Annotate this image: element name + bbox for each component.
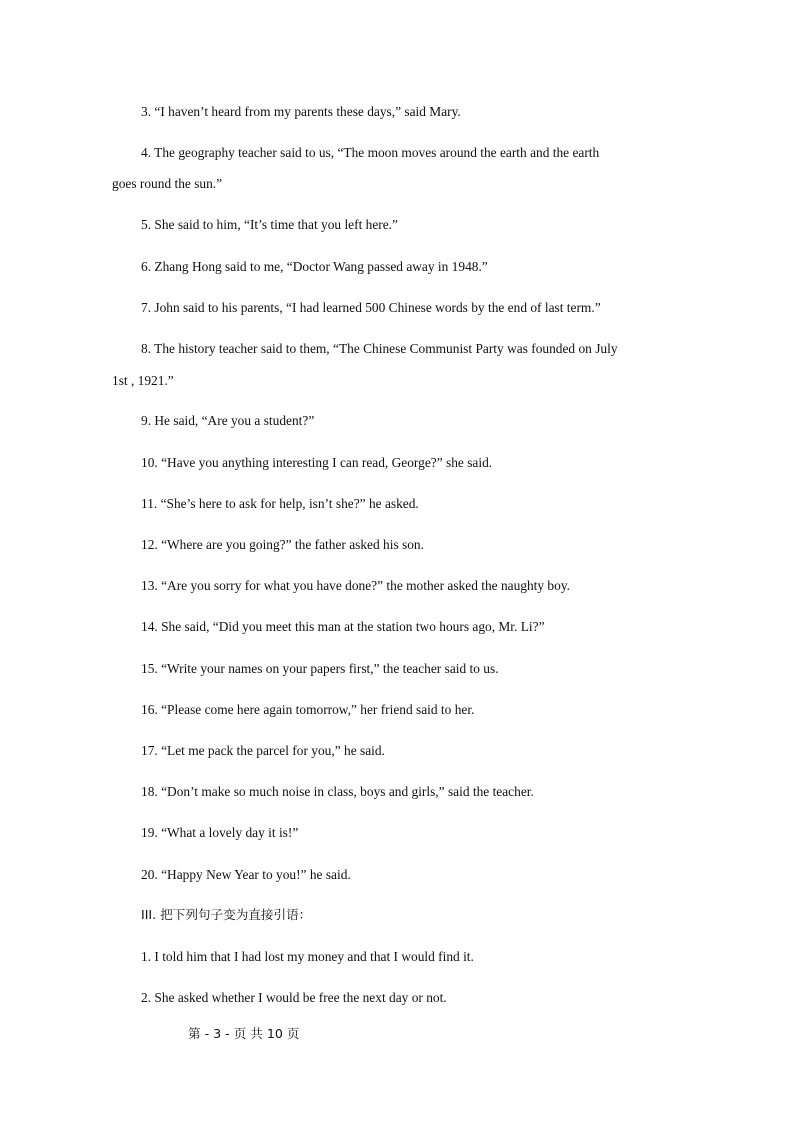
exercise-5: 5. She said to him, “It’s time that you left here.” <box>141 217 398 232</box>
section-3-question-2: 2. She asked whether I would be free the next day or not. <box>141 990 447 1005</box>
section-3-heading: III. 把下列句子变为直接引语： <box>141 907 312 922</box>
exercise-16: 16. “Please come here again tomorrow,” her friend said to her. <box>141 702 475 717</box>
exercise-11: 11. “She’s here to ask for help, isn’t she?” he asked. <box>141 496 419 511</box>
exercise-6: 6. Zhang Hong said to me, “Doctor Wang passed away in 1948.” <box>141 259 488 274</box>
exercise-18: 18. “Don’t make so much noise in class, boys and girls,” said the teacher. <box>141 784 534 799</box>
page-number-footer: 第 - 3 - 页 共 10 页 <box>188 1026 300 1041</box>
exercise-12: 12. “Where are you going?” the father asked his son. <box>141 537 424 552</box>
exercise-17: 17. “Let me pack the parcel for you,” he said. <box>141 743 385 758</box>
exercise-4-line-1: 4. The geography teacher said to us, “The moon moves around the earth and the earth <box>141 145 600 160</box>
exercise-8-line-2: 1st , 1921.” <box>112 373 174 388</box>
exercise-7: 7. John said to his parents, “I had learned 500 Chinese words by the end of last term.” <box>141 300 601 315</box>
section-3-question-1: 1. I told him that I had lost my money and that I would find it. <box>141 949 474 964</box>
exercise-14: 14. She said, “Did you meet this man at the station two hours ago, Mr. Li?” <box>141 619 545 634</box>
exercise-20: 20. “Happy New Year to you!” he said. <box>141 867 351 882</box>
exercise-19: 19. “What a lovely day it is!” <box>141 825 299 840</box>
exercise-8-line-1: 8. The history teacher said to them, “The Chinese Communist Party was founded on July <box>141 341 618 356</box>
exercise-13: 13. “Are you sorry for what you have done?” the mother asked the naughty boy. <box>141 578 570 593</box>
exercise-4-line-2: goes round the sun.” <box>112 176 223 191</box>
exercise-15: 15. “Write your names on your papers first,” the teacher said to us. <box>141 661 499 676</box>
exercise-9: 9. He said, “Are you a student?” <box>141 413 315 428</box>
exercise-3: 3. “I haven’t heard from my parents these days,” said Mary. <box>141 104 461 119</box>
exercise-10: 10. “Have you anything interesting I can read, George?” she said. <box>141 455 493 470</box>
